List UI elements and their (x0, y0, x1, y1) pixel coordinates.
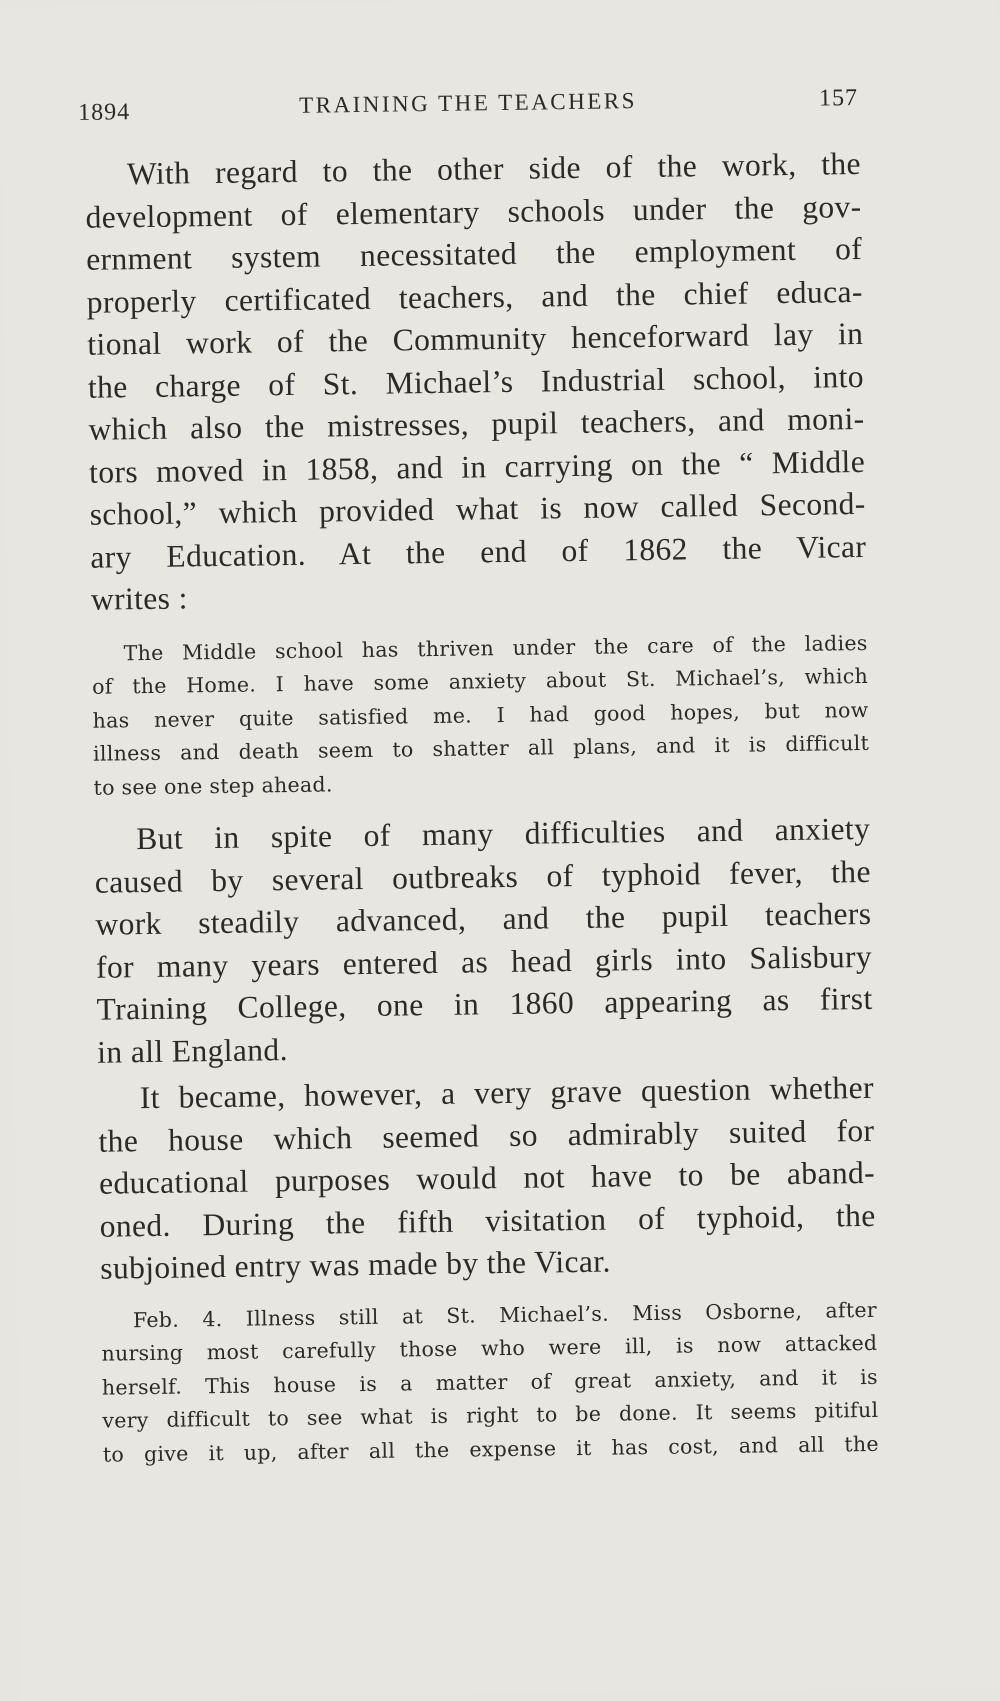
text-line: for many years entered as head girls into Salisbury (95, 938, 873, 985)
text-line: ary Education. At the end of 1862 the Vicar (90, 528, 867, 575)
quote-line: of the Home. I have some anxiety about St. Michael’s, which (91, 663, 869, 699)
text-line: tional work of the Community henceforward lay in (87, 315, 864, 362)
text-line: caused by several outbreaks of typhoid fever, the (94, 853, 872, 900)
text-line: With regard to the other side of the work, the (126, 145, 862, 192)
page-number: 157 (818, 85, 859, 112)
text-line: subjoined entry was made by the Vicar. (100, 1243, 611, 1286)
text-line: Training College, one in 1860 appearing as first (96, 980, 873, 1027)
text-line: the charge of St. Michael’s Industrial school, into (87, 358, 865, 405)
quote-line: The Middle school has thriven under the care of the ladies (123, 630, 868, 665)
text-line: educational purposes would not have to be aband- (98, 1154, 876, 1201)
header-year: 1894 (77, 99, 131, 126)
text-line: properly certificated teachers, and the chief educa- (86, 273, 863, 320)
text-line: development of elementary schools under the gov- (85, 188, 862, 235)
body-text (85, 143, 879, 1472)
text-line: in all England. (97, 1031, 289, 1070)
quote-line: very difficult to see what is right to be done. It seems pitiful (102, 1397, 879, 1433)
text-line: work steadily advanced, and the pupil teachers (95, 895, 872, 942)
text-line: But in spite of many difficulties and anxiety (136, 810, 871, 857)
paragraph-2 (94, 808, 873, 1074)
text-line: ernment system necessitated the employment of (85, 230, 863, 277)
paragraph-3 (98, 1067, 877, 1290)
quote-line: illness and death seem to shatter all plans, and it is difficult (92, 730, 870, 766)
quote-line: nursing most carefully those who were ill, is now attacked (101, 1330, 878, 1366)
quote-line: to see one step ahead. (93, 771, 333, 800)
text-line: which also the mistresses, pupil teachers, and moni- (88, 400, 865, 447)
quote-line: herself. This house is a matter of great anxiety, and it is (101, 1364, 879, 1400)
text-line: tors moved in 1858, and in carrying on the “ Middle (88, 443, 866, 490)
quote-line: to give it up, after all the expense it has cost, and all the (102, 1431, 879, 1467)
quote-line: has never quite satisfied me. I had good hopes, but now (92, 697, 869, 733)
text-line: school,” which provided what is now called Second- (89, 485, 866, 532)
quote-line: Feb. 4. Illness still at St. Michael’s. Miss Osborne, after (132, 1297, 878, 1332)
block-quote-1 (91, 626, 869, 804)
text-line: It became, however, a very grave question whether (139, 1069, 875, 1116)
block-quote-2 (101, 1293, 879, 1471)
header-title: TRAINING THE TEACHERS (298, 88, 638, 118)
text-line: the house which seemed so admirably suited for (98, 1112, 875, 1159)
text-line: writes : (90, 580, 188, 617)
paragraph-1 (85, 143, 867, 621)
text-line: oned. During the fifth visitation of typhoid, the (99, 1197, 876, 1244)
running-head (78, 79, 859, 134)
